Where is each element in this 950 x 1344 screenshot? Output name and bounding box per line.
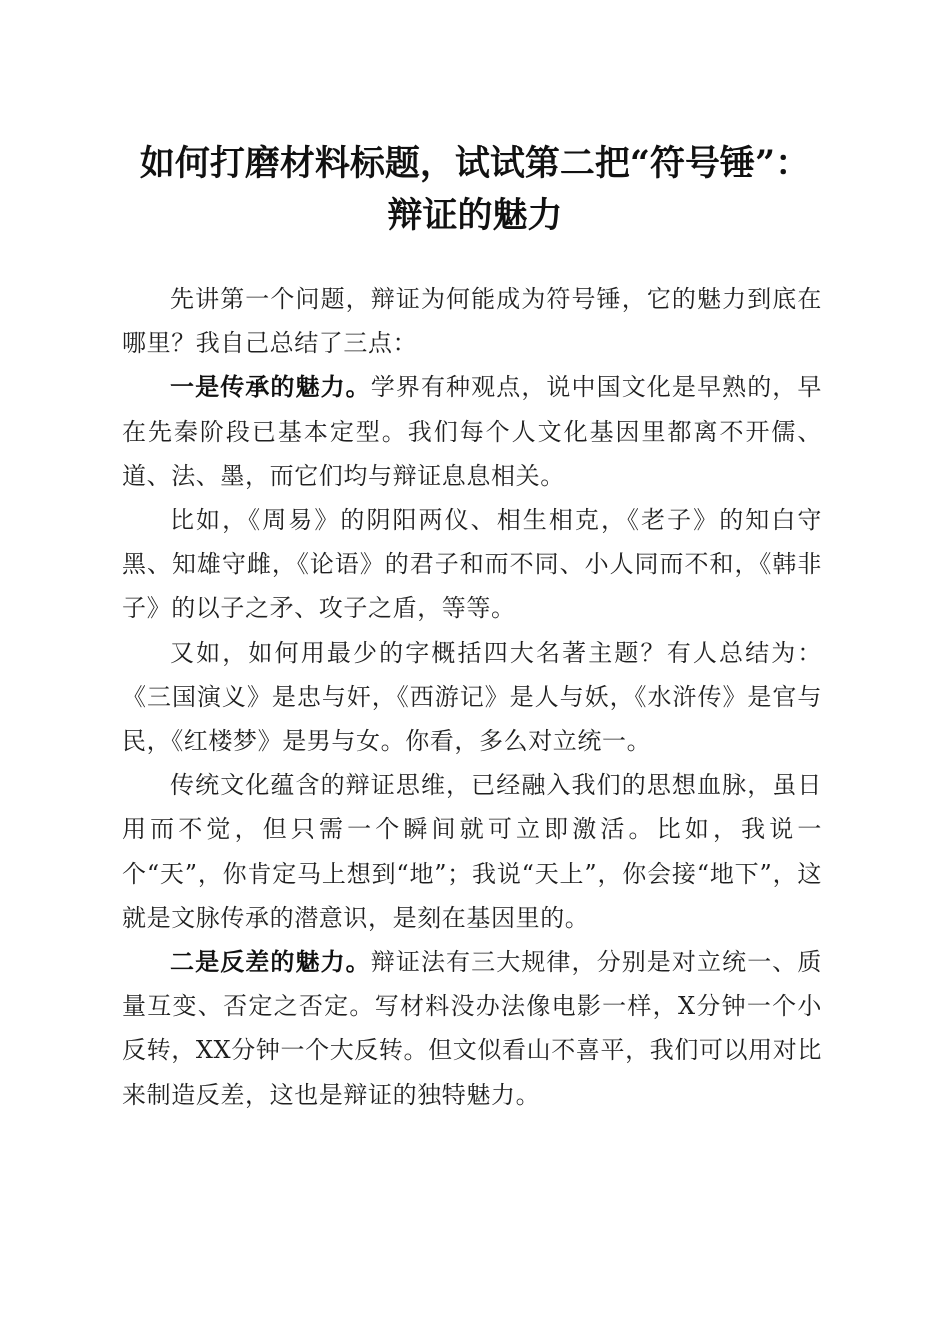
document-body xyxy=(122,277,822,1117)
paragraph-text: 辩证法有三大规律，分别是对立统一、质量互变、否定之否定。写材料没办法像电影一样，X分钟一个小反转，XX分钟一个大反转。但文似看山不喜平，我们可以用对比来制造反差，这也是辩证的独特魅力。 xyxy=(122,948,822,1109)
paragraph-contrast xyxy=(122,940,822,1117)
paragraph-dialectical-thinking xyxy=(122,763,822,940)
paragraph-lead: 二是反差的魅力。 xyxy=(170,947,371,977)
paragraph-intro xyxy=(122,277,822,365)
paragraph-inheritance xyxy=(122,365,822,498)
paragraph-text: 先讲第一个问题，辩证为何能成为符号锤，它的魅力到底在哪里？我自己总结了三点： xyxy=(122,285,822,358)
paragraph-text: 比如，《周易》的阴阳两仪、相生相克，《老子》的知白守黑、知雄守雌，《论语》的君子和而不同、小人同而不和，《韩非子》的以子之矛、攻子之盾，等等。 xyxy=(122,506,822,623)
paragraph-lead: 一是传承的魅力。 xyxy=(170,372,371,402)
paragraph-four-classics xyxy=(122,631,822,764)
title-line-1: 如何打磨材料标题，试试第二把“符号锤”： xyxy=(139,143,811,184)
paragraph-classics xyxy=(122,498,822,631)
paragraph-text: 又如，如何用最少的字概括四大名著主题？有人总结为：《三国演义》是忠与奸，《西游记》是人与妖，《水浒传》是官与民，《红楼梦》是男与女。你看，多么对立统一。 xyxy=(122,638,822,756)
paragraph-text: 学界有种观点，说中国文化是早熟的，早在先秦阶段已基本定型。我们每个人文化基因里都离不开儒、道、法、墨，而它们均与辩证息息相关。 xyxy=(122,373,822,490)
paragraph-text: 传统文化蕴含的辩证思维，已经融入我们的思想血脉，虽日用而不觉，但只需一个瞬间就可立即激活。比如，我说一个“天”，你肯定马上想到“地”；我说“天上”，你会接“地下”，这就是文脉传承的潜意识，是刻在基因里的。 xyxy=(122,771,822,932)
document-title xyxy=(100,138,850,242)
title-line-2: 辩证的魅力 xyxy=(387,195,563,236)
